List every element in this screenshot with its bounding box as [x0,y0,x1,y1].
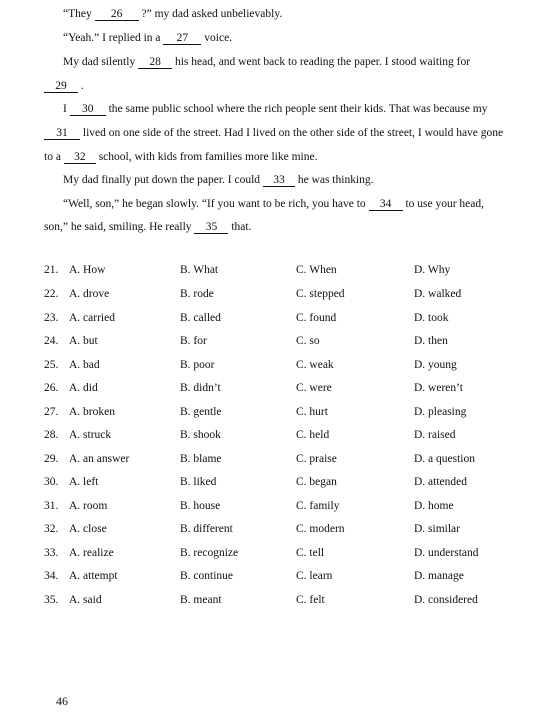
option-d: D. similar [414,523,460,535]
option-d: D. a question [414,453,476,465]
passage-text: “They [63,8,92,20]
passage-text: to use your head, [405,198,485,210]
question-number: 25. [44,359,59,371]
passage-text: the same public school where the rich people sent their kids. That was because my [108,103,488,115]
question-number: 32. [44,523,59,535]
option-a: A. struck [69,429,112,441]
passage-line-4 [44,79,84,93]
option-a: A. left [69,476,99,488]
option-b: B. blame [180,453,222,465]
option-c: C. hurt [296,406,328,418]
option-row-21 [0,264,540,280]
passage-text: My dad finally put down the paper. I could [63,174,261,186]
option-c: C. modern [296,523,345,535]
passage-text: lived on one side of the street. Had I lived on the other side of the street, I would have gone [82,127,504,139]
passage-text: “Yeah.” I replied in a [63,32,161,44]
option-a: A. drove [69,288,110,300]
option-a: A. room [69,500,108,512]
passage-text: “Well, son,” he began slowly. “If you want to be rich, you have to [63,198,366,210]
option-b: B. liked [180,476,217,488]
option-row-31 [0,500,540,516]
passage-text: son,” he said, smiling. He really [44,221,192,233]
option-a: A. realize [69,547,114,559]
option-b: B. shook [180,429,221,441]
passage-line-5 [63,102,487,116]
question-number: 26. [44,382,59,394]
option-c: C. found [296,312,337,324]
passage-text: voice. [204,32,233,44]
question-number: 23. [44,312,59,324]
question-number: 31. [44,500,59,512]
option-row-29 [0,453,540,469]
question-number: 35. [44,594,59,606]
option-d: D. took [414,312,449,324]
option-row-23 [0,312,540,328]
option-d: D. understand [414,547,479,559]
blank-29: 29 [44,80,78,93]
option-d: D. home [414,500,454,512]
question-number: 33. [44,547,59,559]
option-d: D. raised [414,429,456,441]
option-d: D. Why [414,264,451,276]
blank-33: 33 [263,174,295,187]
passage-text: ?” my dad asked unbelievably. [141,8,283,20]
option-b: B. called [180,312,221,324]
option-row-24 [0,335,540,351]
option-row-22 [0,288,540,304]
option-c: C. were [296,382,332,394]
option-d: D. considered [414,594,478,606]
passage-text: My dad silently [63,56,136,68]
option-b: B. rode [180,288,214,300]
option-b: B. gentle [180,406,222,418]
page-number: 46 [56,694,68,708]
question-number: 34. [44,570,59,582]
passage-line-8 [63,173,374,187]
passage-text: that. [231,221,252,233]
option-c: C. learn [296,570,333,582]
passage-line-7 [44,150,317,164]
blank-35: 35 [194,221,228,234]
question-number: 21. [44,264,59,276]
option-c: C. tell [296,547,325,559]
option-d: D. pleasing [414,406,467,418]
passage-line-10 [44,220,251,234]
option-row-34 [0,570,540,586]
option-d: D. then [414,335,448,347]
passage-text: . [80,80,84,92]
blank-30: 30 [70,103,106,116]
option-b: B. recognize [180,547,239,559]
option-d: D. young [414,359,457,371]
option-row-32 [0,523,540,539]
option-c: C. began [296,476,337,488]
question-number: 27. [44,406,59,418]
option-a: A. How [69,264,106,276]
passage-text: school, with kids from families more like mine. [98,151,318,163]
option-d: D. attended [414,476,468,488]
option-a: A. broken [69,406,115,418]
option-c: C. When [296,264,337,276]
option-a: A. carried [69,312,115,324]
option-c: C. held [296,429,330,441]
option-row-30 [0,476,540,492]
option-row-25 [0,359,540,375]
option-row-28 [0,429,540,445]
option-b: B. continue [180,570,234,582]
question-number: 22. [44,288,59,300]
option-d: D. manage [414,570,464,582]
option-a: A. did [69,382,98,394]
option-c: C. stepped [296,288,345,300]
question-number: 29. [44,453,59,465]
option-row-26 [0,382,540,398]
option-c: C. weak [296,359,334,371]
option-b: B. poor [180,359,215,371]
blank-27: 27 [163,32,201,45]
blank-26: 26 [95,8,139,21]
passage-line-6 [44,126,503,140]
blank-32: 32 [64,151,96,164]
option-d: D. weren’t [414,382,463,394]
option-a: A. an answer [69,453,130,465]
option-a: A. said [69,594,102,606]
blank-28: 28 [138,56,172,69]
passage-line-9 [63,197,484,211]
option-c: C. so [296,335,320,347]
option-b: B. meant [180,594,222,606]
option-b: B. different [180,523,233,535]
option-b: B. for [180,335,207,347]
option-a: A. close [69,523,107,535]
question-number: 30. [44,476,59,488]
option-row-35 [0,594,540,610]
question-number: 24. [44,335,59,347]
option-row-27 [0,406,540,422]
option-b: B. didn’t [180,382,221,394]
option-a: A. but [69,335,98,347]
option-a: A. attempt [69,570,118,582]
passage-text: to a [44,151,61,163]
option-c: C. felt [296,594,325,606]
option-row-33 [0,547,540,563]
option-b: B. What [180,264,219,276]
passage-text: he was thinking. [297,174,374,186]
option-a: A. bad [69,359,100,371]
passage-line-3 [63,55,470,69]
passage-line-2 [63,31,232,45]
passage-line-1 [63,7,282,21]
passage-text: I [63,103,67,115]
passage-text: his head, and went back to reading the paper. I stood waiting for [174,56,471,68]
blank-31: 31 [44,127,80,140]
option-b: B. house [180,500,221,512]
blank-34: 34 [369,198,403,211]
option-c: C. family [296,500,340,512]
option-d: D. walked [414,288,462,300]
question-number: 28. [44,429,59,441]
option-c: C. praise [296,453,337,465]
